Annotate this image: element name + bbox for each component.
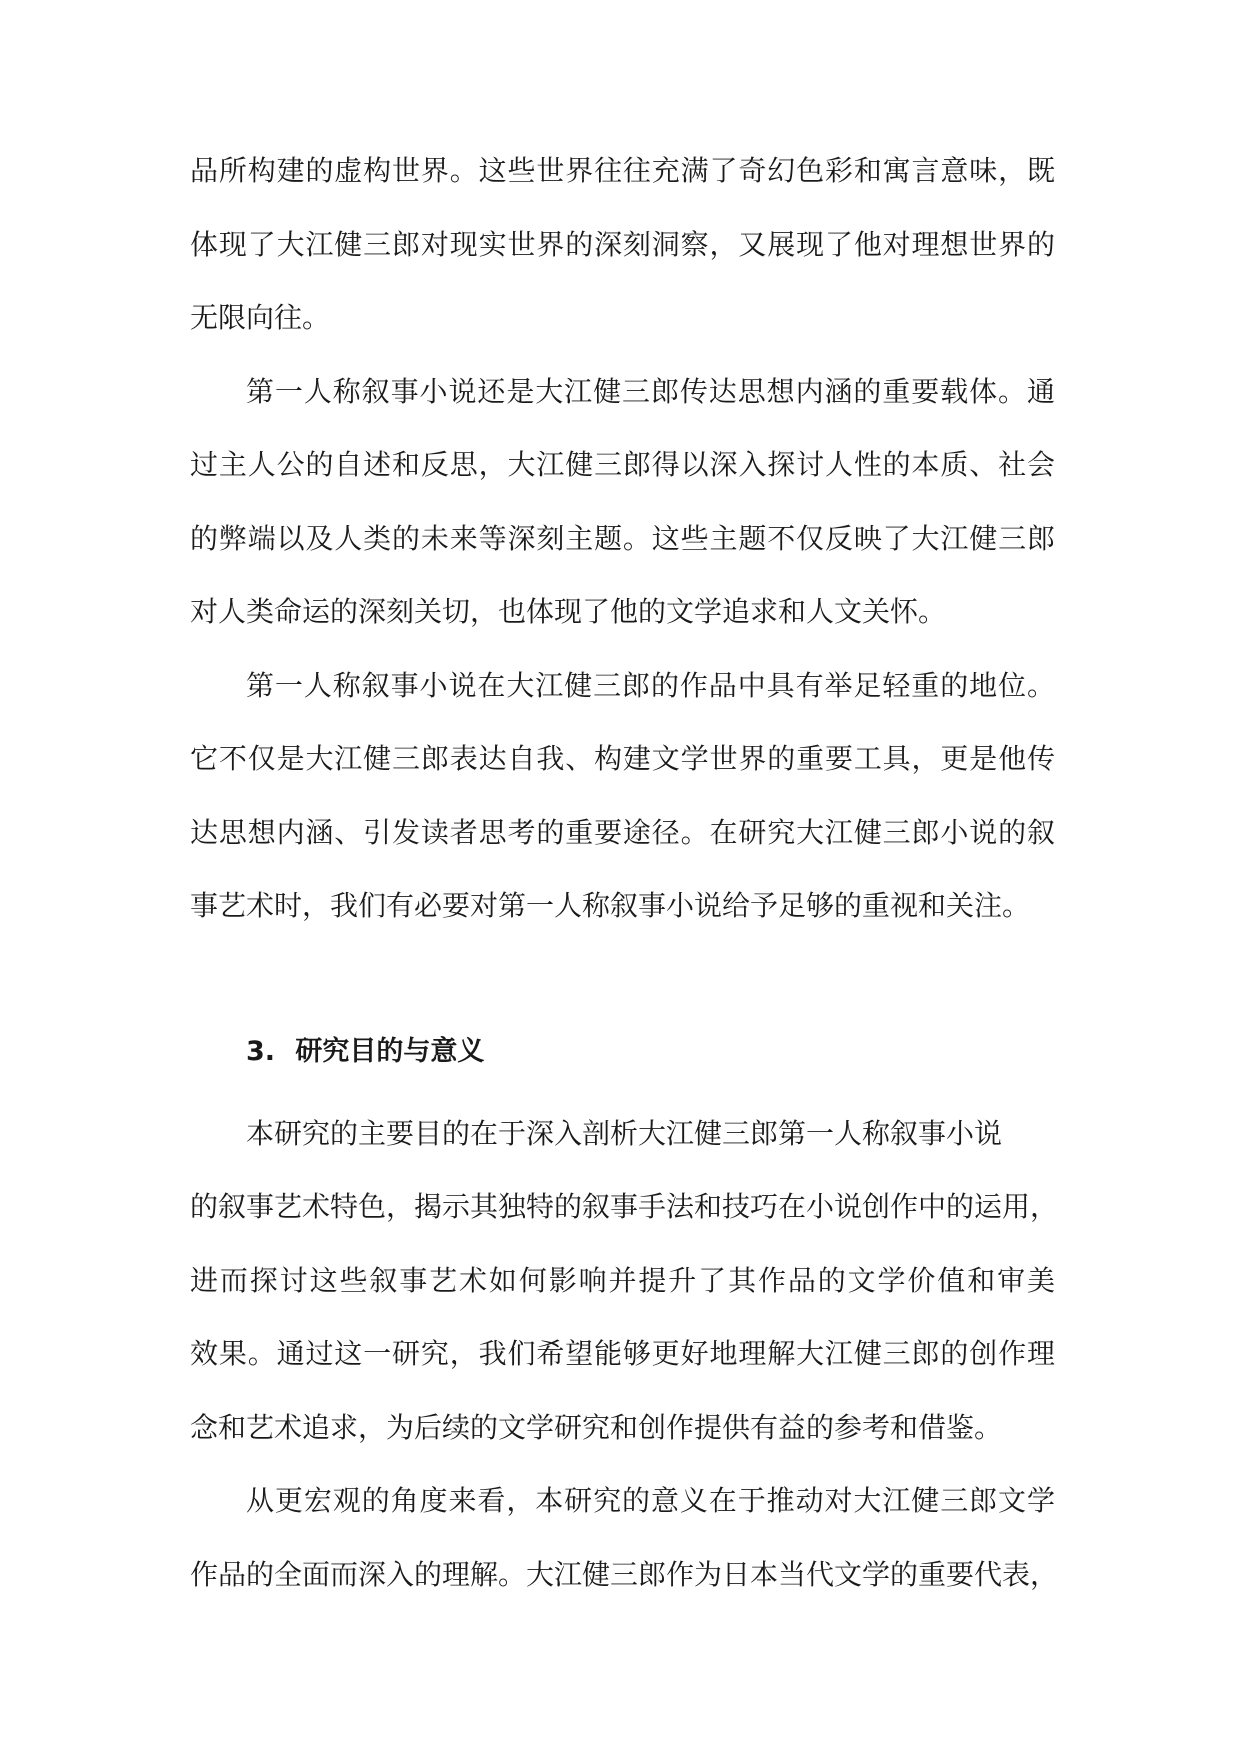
paragraph-line: 念和艺术追求，为后续的文学研究和创作提供有益的参考和借鉴。 — [190, 1410, 1003, 1444]
paragraph-line: 无限向往。 — [190, 301, 331, 334]
paragraph-line: 进而探讨这些叙事艺术如何影响并提升了其作品的文学价值和审美 — [190, 1263, 1055, 1297]
page-body — [190, 143, 1059, 1620]
paragraph-line: 事艺术时，我们有必要对第一人称叙事小说给予足够的重视和关注。 — [190, 889, 1031, 922]
section-title: 研究目的与意义 — [295, 1035, 485, 1067]
paragraph-line: 品所构建的虚构世界。这些世界往往充满了奇幻色彩和寓言意味，既 — [190, 154, 1055, 187]
paragraph-line: 第一人称叙事小说在大江健三郎的作品中具有举足轻重的地位。 — [246, 668, 1055, 702]
paragraph-line: 作品的全面而深入的理解。大江健三郎作为日本当代文学的重要代表， — [190, 1557, 1059, 1591]
paragraph-line: 体现了大江健三郎对现实世界的深刻洞察，又展现了他对理想世界的 — [190, 227, 1055, 261]
paragraph-1 — [190, 143, 1055, 364]
section-number: 3. — [246, 1035, 276, 1067]
paragraph-line: 对人类命运的深刻关切，也体现了他的文学追求和人文关怀。 — [190, 595, 947, 628]
paragraph-line: 它不仅是大江健三郎表达自我、构建文学世界的重要工具，更是他传 — [190, 742, 1055, 775]
paragraph-line: 的弊端以及人类的未来等深刻主题。这些主题不仅反映了大江健三郎 — [190, 521, 1055, 555]
paragraph-line: 效果。通过这一研究，我们希望能够更好地理解大江健三郎的创作理 — [190, 1337, 1055, 1370]
section-heading — [190, 952, 1055, 1106]
paragraph-line: 从更宏观的角度来看，本研究的意义在于推动对大江健三郎文学 — [246, 1484, 1055, 1517]
paragraph-line: 本研究的主要目的在于深入剖析大江健三郎第一人称叙事小说 — [246, 1116, 1003, 1150]
paragraph-5 — [190, 1473, 1059, 1620]
paragraph-3 — [190, 658, 1055, 952]
paragraph-line: 过主人公的自述和反思，大江健三郎得以深入探讨人性的本质、社会 — [190, 448, 1055, 481]
paragraph-line: 第一人称叙事小说还是大江健三郎传达思想内涵的重要载体。通 — [246, 374, 1055, 408]
paragraph-line: 达思想内涵、引发读者思考的重要途径。在研究大江健三郎小说的叙 — [190, 815, 1055, 849]
paragraph-4 — [190, 1106, 1059, 1474]
paragraph-line: 的叙事艺术特色，揭示其独特的叙事手法和技巧在小说创作中的运用， — [190, 1190, 1059, 1223]
paragraph-2 — [190, 364, 1055, 658]
